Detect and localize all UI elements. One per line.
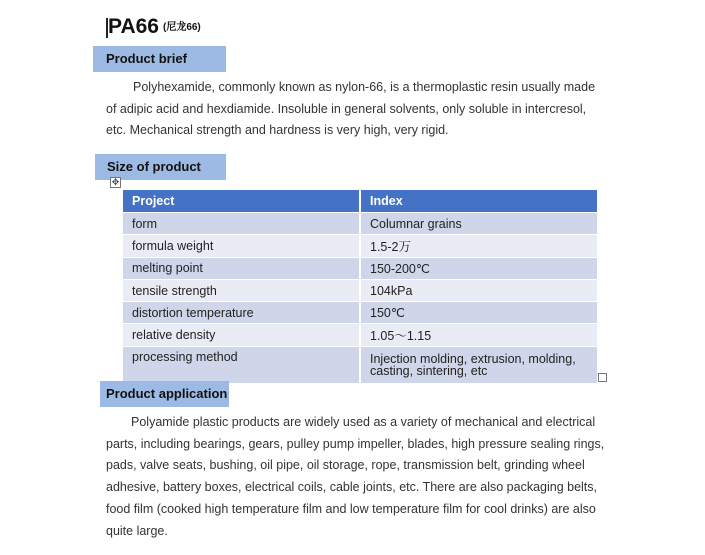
brief-paragraph (106, 77, 595, 142)
application-line: food film (cooked high temperature film and low temperature film for cool drinks) are also (106, 501, 596, 516)
cell-project: form (123, 213, 360, 235)
title-text: PA66 (108, 15, 159, 38)
cell-project: relative density (123, 324, 360, 346)
heading-product-brief: Product brief (93, 46, 226, 72)
table-row (123, 235, 598, 257)
cell-project: melting point (123, 257, 360, 279)
application-line: adhesive, battery boxes, electrical coils, cable joints, etc. There are also packaging belts, (106, 480, 598, 495)
application-line: quite large. (106, 523, 168, 538)
table-row (123, 213, 598, 235)
table-row (123, 324, 598, 346)
brief-line: Polyhexamide, commonly known as nylon-66, is a thermoplastic resin usually made (133, 80, 596, 94)
application-line: pads, valve seats, bushing, oil pipe, oil storage, rope, transmission belt, grinding wheel (106, 458, 585, 473)
heading-product-application: Product application (100, 381, 229, 407)
application-line: parts, including bearings, gears, pulley pump impeller, blades, high pressure sealing rings, (106, 436, 605, 451)
table-row (123, 279, 598, 301)
cell-index: Columnar grains (360, 213, 598, 235)
application-paragraph (106, 412, 604, 542)
table-row (123, 257, 598, 279)
heading-size-of-product: Size of product (95, 154, 226, 180)
document-title (108, 15, 201, 39)
cell-index: 1.05～1.15 (360, 324, 598, 346)
brief-line: of adipic acid and hexdiamide. Insoluble in general solvents, only soluble in intercresol, (106, 101, 587, 116)
application-line: Polyamide plastic products are widely used as a variety of mechanical and electrical (131, 415, 596, 429)
cell-project: formula weight (123, 235, 360, 257)
cell-index: 104kPa (360, 279, 598, 301)
cell-index: Injection molding, extrusion, molding, casting, sintering, etc (360, 346, 598, 383)
cell-project: tensile strength (123, 279, 360, 301)
cell-project: processing method (123, 346, 360, 383)
cell-index: 150℃ (360, 302, 598, 324)
column-header-index: Index (360, 190, 598, 213)
table-row (123, 302, 598, 324)
table-header-row (123, 190, 598, 213)
column-header-project: Project (123, 190, 360, 213)
cell-index: 150-200℃ (360, 257, 598, 279)
cell-index: 1.5-2万 (360, 235, 598, 257)
table-row (123, 346, 598, 383)
table-resize-icon[interactable] (598, 373, 607, 382)
table-move-icon[interactable]: ✥ (111, 177, 120, 187)
title-subtitle: (尼龙66) (162, 22, 201, 33)
brief-line: etc. Mechanical strength and hardness is very high, very rigid. (106, 123, 449, 138)
cell-project: distortion temperature (123, 302, 360, 324)
spec-table (123, 190, 599, 383)
